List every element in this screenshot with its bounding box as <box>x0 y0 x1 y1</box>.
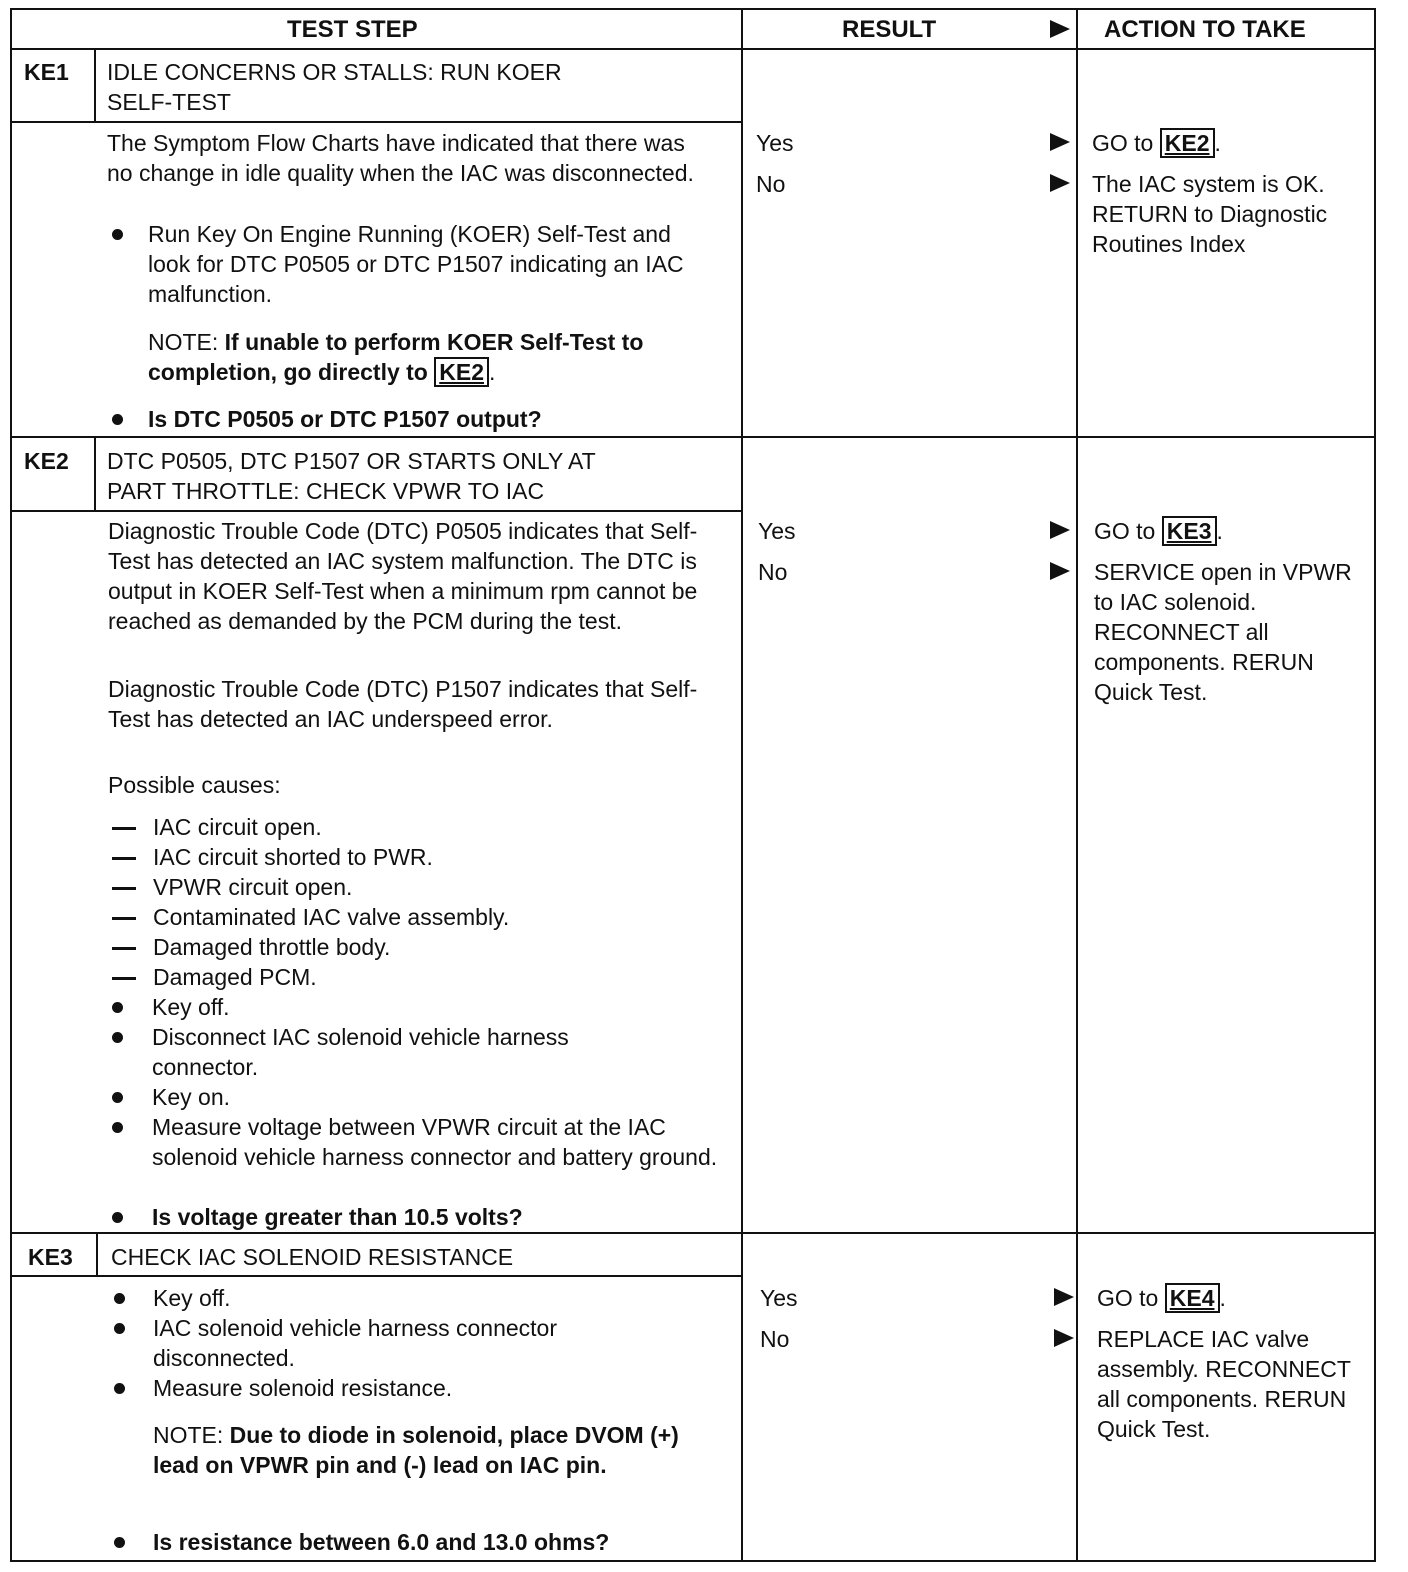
ke3-no-action: REPLACE IAC valve assembly. RECONNECT all components. RERUN Quick Test. <box>1097 1326 1351 1442</box>
ke1-yes-action-ref-link[interactable]: KE2 <box>1160 128 1215 158</box>
ke2-step1: Key off. <box>152 994 230 1020</box>
ke2-cause: VPWR circuit open. <box>153 874 353 900</box>
ke1-ke2-divider <box>10 436 1376 438</box>
ke2-question: Is voltage greater than 10.5 volts? <box>152 1204 523 1230</box>
ke3-title: CHECK IAC SOLENOID RESISTANCE <box>111 1244 514 1270</box>
arrow-right-icon <box>1050 174 1070 192</box>
ke2-para2: Diagnostic Trouble Code (DTC) P1507 indicates that Self-Test has detected an IAC underspeed error. <box>108 676 698 732</box>
bullet-icon <box>114 1537 125 1548</box>
ke2-ke3-divider <box>10 1232 1376 1234</box>
bullet-icon <box>112 414 123 425</box>
ke3-result-yes: Yes <box>760 1285 798 1311</box>
arrow-right-icon <box>1054 1288 1074 1306</box>
ke3-result-no: No <box>760 1326 790 1352</box>
ke2-yes-action-end: . <box>1216 518 1223 544</box>
ke1-note <box>148 327 708 387</box>
bullet-icon <box>112 1212 123 1223</box>
ke1-title-divider <box>10 121 743 123</box>
ke3-id-divider <box>96 1234 98 1277</box>
ke2-causes-label: Possible causes: <box>108 772 281 798</box>
ke2-yes-action-ref-link[interactable]: KE3 <box>1162 516 1217 546</box>
ke2-cause: Contaminated IAC valve assembly. <box>153 904 510 930</box>
bullet-icon <box>114 1323 125 1334</box>
header-divider <box>10 48 1376 50</box>
ke2-cause: Damaged PCM. <box>153 964 317 990</box>
ke1-id-divider <box>94 50 96 123</box>
ke1-result-yes: Yes <box>756 130 794 156</box>
ke3-note <box>153 1420 713 1480</box>
ke3-step2: IAC solenoid vehicle harness connector disconnected. <box>153 1315 558 1371</box>
ke3-step3: Measure solenoid resistance. <box>153 1375 453 1401</box>
bullet-icon <box>112 1092 123 1103</box>
ke3-step-id: KE3 <box>28 1244 73 1270</box>
ke1-note-text: If unable to perform KOER Self-Test to completion, go directly to <box>148 329 644 385</box>
dash-icon <box>112 857 136 860</box>
dash-icon <box>112 947 136 950</box>
dash-icon <box>112 887 136 890</box>
ke2-yes-action <box>1094 516 1223 546</box>
ke2-step-id: KE2 <box>24 448 69 474</box>
ke3-step1: Key off. <box>153 1285 231 1311</box>
header-result: RESULT <box>842 16 937 43</box>
ke3-yes-action-end: . <box>1219 1285 1226 1311</box>
ke3-yes-action-ref-link[interactable]: KE4 <box>1165 1283 1220 1313</box>
arrow-right-icon <box>1054 1329 1074 1347</box>
arrow-right-icon <box>1050 133 1070 151</box>
ke1-intro: The Symptom Flow Charts have indicated that there was no change in idle quality when the IAC was disconnected. <box>107 130 694 186</box>
ke1-note-label: NOTE: <box>148 329 225 355</box>
ke1-bullet1: Run Key On Engine Running (KOER) Self-Test and look for DTC P0505 or DTC P1507 indicating an IAC malfunction. <box>148 221 684 307</box>
ke2-title-line1: DTC P0505, DTC P1507 OR STARTS ONLY AT <box>107 448 596 474</box>
ke2-para1: Diagnostic Trouble Code (DTC) P0505 indicates that Self-Test has detected an IAC system malfunction. The DTC is output in KOER Self-Test when a minimum rpm cannot be reached as demanded by the PCM during the test. <box>108 518 698 634</box>
ke2-cause: IAC circuit shorted to PWR. <box>153 844 433 870</box>
ke3-yes-action <box>1097 1283 1226 1313</box>
ke3-note-text: Due to diode in solenoid, place DVOM (+) lead on VPWR pin and (-) lead on IAC pin. <box>153 1422 679 1478</box>
arrow-right-icon <box>1050 562 1070 580</box>
dash-icon <box>112 977 136 980</box>
ke2-step4: Measure voltage between VPWR circuit at the IAC solenoid vehicle harness connector and battery ground. <box>152 1114 718 1170</box>
ke1-yes-action-end: . <box>1214 130 1221 156</box>
ke3-question: Is resistance between 6.0 and 13.0 ohms? <box>153 1529 610 1555</box>
ke2-title-divider <box>10 510 743 512</box>
ke3-yes-action-text: GO to <box>1097 1285 1165 1311</box>
bullet-icon <box>114 1293 125 1304</box>
bullet-icon <box>114 1383 125 1394</box>
ke1-title-line2: SELF-TEST <box>107 89 231 115</box>
ke2-step3: Key on. <box>152 1084 230 1110</box>
ke2-result-no: No <box>758 559 788 585</box>
dash-icon <box>112 827 136 830</box>
ke1-yes-action <box>1092 128 1221 158</box>
ke2-cause: Damaged throttle body. <box>153 934 391 960</box>
header-test-step: TEST STEP <box>287 16 418 43</box>
ke2-title-line2: PART THROTTLE: CHECK VPWR TO IAC <box>107 478 545 504</box>
ke2-result-yes: Yes <box>758 518 796 544</box>
ke1-note-ref-link[interactable]: KE2 <box>434 357 489 387</box>
arrow-right-icon <box>1050 521 1070 539</box>
col-divider-result <box>741 8 743 1562</box>
bullet-icon <box>112 1122 123 1133</box>
ke2-step2: Disconnect IAC solenoid vehicle harness connector. <box>152 1024 569 1080</box>
col-divider-action <box>1076 8 1078 1562</box>
ke2-no-action: SERVICE open in VPWR to IAC solenoid. RECONNECT all components. RERUN Quick Test. <box>1094 559 1352 705</box>
ke1-no-action: The IAC system is OK. RETURN to Diagnostic Routines Index <box>1092 171 1328 257</box>
ke3-note-label: NOTE: <box>153 1422 230 1448</box>
ke2-yes-action-text: GO to <box>1094 518 1162 544</box>
dash-icon <box>112 917 136 920</box>
ke1-step-id: KE1 <box>24 59 69 85</box>
bullet-icon <box>112 1032 123 1043</box>
bullet-icon <box>112 1002 123 1013</box>
header-action: ACTION TO TAKE <box>1104 16 1306 43</box>
bullet-icon <box>112 229 123 240</box>
ke1-yes-action-text: GO to <box>1092 130 1160 156</box>
ke1-result-no: No <box>756 171 786 197</box>
ke2-id-divider <box>94 438 96 511</box>
ke1-title-line1: IDLE CONCERNS OR STALLS: RUN KOER <box>107 59 562 85</box>
ke3-title-divider <box>10 1275 743 1277</box>
ke2-cause: IAC circuit open. <box>153 814 322 840</box>
header-arrow-icon <box>1050 20 1070 38</box>
ke1-question: Is DTC P0505 or DTC P1507 output? <box>148 406 542 432</box>
ke1-note-end: . <box>489 359 496 385</box>
